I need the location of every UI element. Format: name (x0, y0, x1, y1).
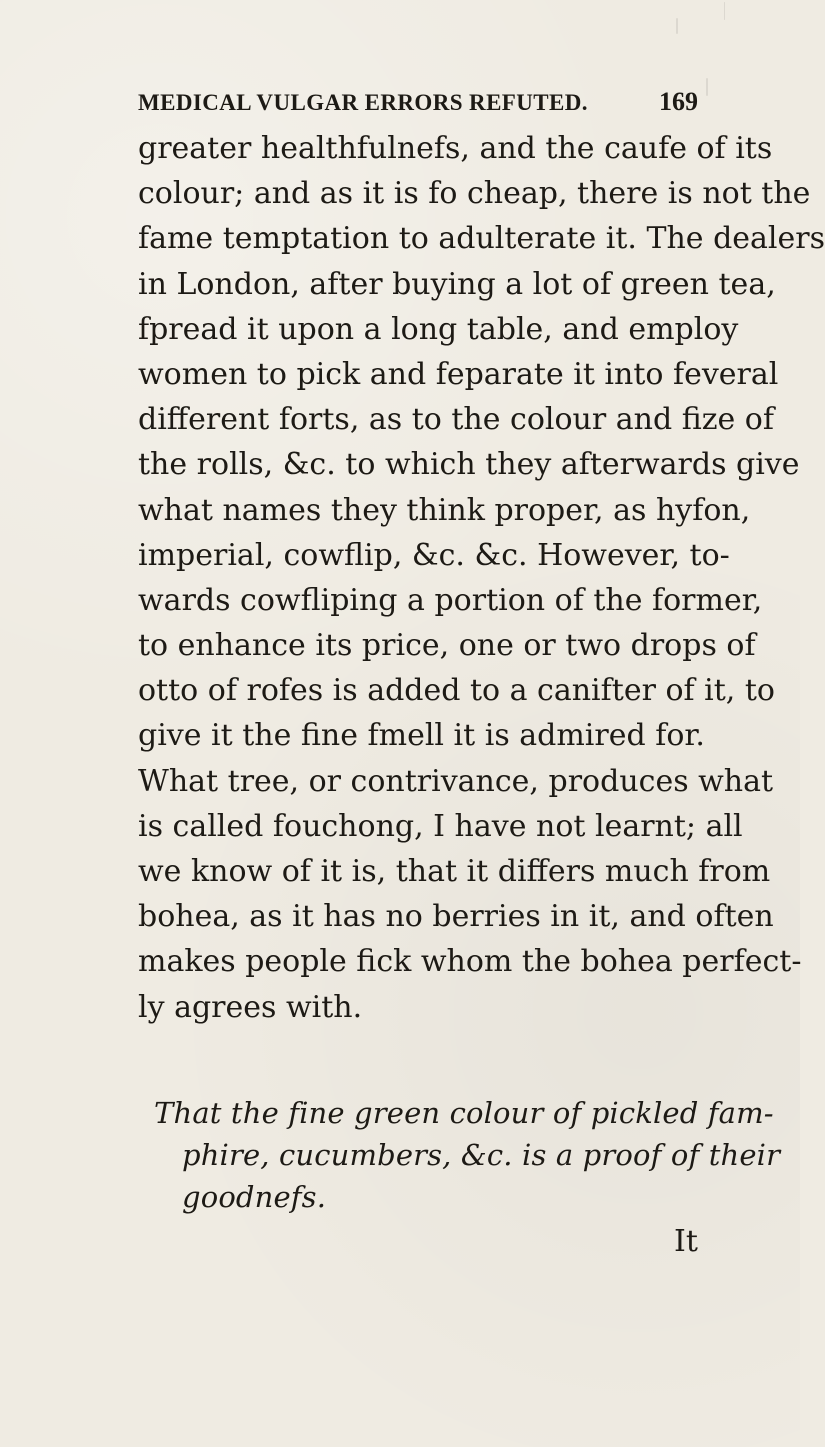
text-line: greater healthfulnefs, and the caufe of its (138, 131, 773, 166)
text-line: we know of it is, that it differs much from (138, 854, 771, 889)
main-text (138, 126, 825, 1030)
heading-line: That the fine green colour of pickled fam- (154, 1096, 774, 1130)
text-line: fame temptation to adulterate it. The dealers (138, 221, 825, 257)
paper-speck (676, 18, 678, 34)
text-line: what names they think proper, as hyfon, (138, 492, 751, 528)
page-number: 169 (659, 87, 698, 116)
text-line: wards cowfliping a portion of the former, (138, 582, 763, 618)
text-line: in London, after buying a lot of green tea, (138, 266, 776, 302)
text-line: colour; and as it is fo cheap, there is not the (138, 176, 811, 212)
text-line: bohea, as it has no berries in it, and often (138, 899, 774, 935)
text-line: the rolls, &c. to which they afterwards give (138, 447, 800, 483)
running-head: MEDICAL VULGAR ERRORS REFUTED. (138, 90, 588, 115)
text-line: fpread it upon a long table, and employ (138, 311, 739, 347)
text-line: give it the fine fmell it is admired for. (138, 718, 705, 754)
text-line: is called fouchong, I have not learnt; all (138, 808, 743, 844)
paper-speck (706, 78, 708, 96)
catchword: It (674, 1224, 698, 1259)
paper-speck (724, 2, 725, 20)
text-line: What tree, or contrivance, produces what (138, 763, 774, 799)
text-line: ly agrees with. (138, 989, 363, 1025)
text-line: different forts, as to the colour and fize of (138, 402, 774, 438)
text-line: otto of rofes is added to a canifter of it, to (138, 673, 775, 709)
heading-line: phire, cucumbers, &c. is a proof of their (182, 1138, 781, 1172)
text-line: makes people fick whom the bohea perfect- (138, 944, 802, 980)
heading-line: goodnefs. (182, 1180, 327, 1214)
page-header (138, 87, 698, 120)
text-line: women to pick and feparate it into feveral (138, 356, 779, 392)
section-heading (154, 1092, 781, 1218)
text-line: imperial, cowflip, &c. &c. However, to- (138, 537, 730, 573)
text-line: to enhance its price, one or two drops of (138, 628, 756, 664)
